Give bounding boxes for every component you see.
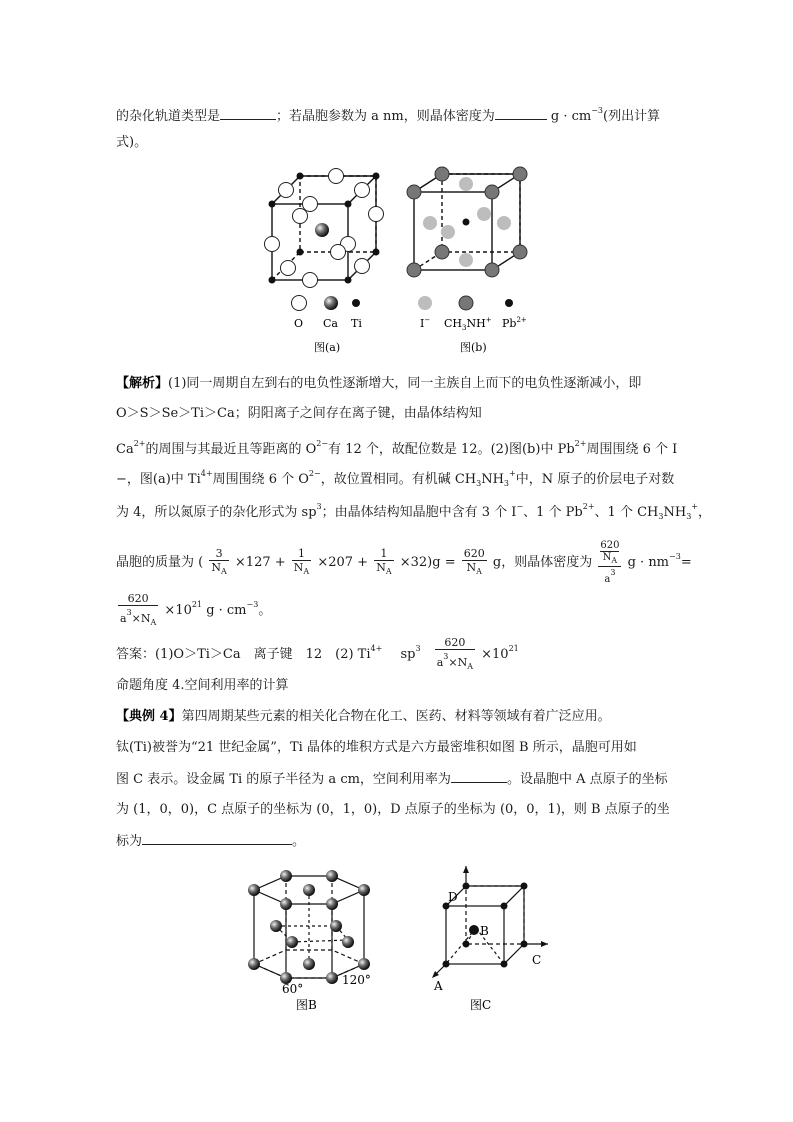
ca-atom — [315, 223, 329, 237]
legend-pb-icon — [505, 299, 513, 307]
compound-fraction — [598, 540, 621, 585]
question-text: (列出计算 — [603, 109, 661, 124]
analysis-line-3 — [116, 434, 677, 460]
fraction — [462, 547, 487, 578]
analysis-text: 为 4，所以氮原子的杂化形式为 sp — [116, 505, 317, 520]
analysis-line-7 — [116, 590, 271, 629]
analysis-text: ×32)g = — [399, 555, 456, 570]
analysis-text: NH — [481, 472, 504, 487]
example-text: 。设晶胞中 A 点原子的坐标 — [506, 772, 668, 787]
analysis-text: 、1 个 CH — [594, 505, 659, 520]
atom-C — [521, 941, 528, 948]
subscript: 3 — [658, 512, 664, 521]
analysis-text: (1)同一周期自左到右的电负性逐渐增大，同一主族自上而下的电负性逐渐减小，即 — [168, 376, 642, 391]
analysis-text: NH — [663, 505, 687, 520]
atom — [463, 941, 470, 948]
charge: 2− — [308, 469, 321, 478]
legend-pb-label: $Pb^{2+}$ — [502, 316, 527, 330]
legend-o-label: O — [294, 317, 304, 330]
ti-atom — [297, 249, 304, 256]
ti-atom — [342, 936, 354, 948]
charge: 2− — [316, 439, 329, 448]
legend-ti-icon — [352, 299, 360, 307]
ti-atom — [326, 898, 338, 910]
ti-atom — [358, 884, 370, 896]
legend-i-label: I− — [420, 316, 431, 330]
ti-atom — [297, 173, 304, 180]
charge: 2+ — [133, 439, 146, 448]
i-ion — [441, 225, 455, 239]
legend-i-icon — [418, 296, 432, 310]
o-atom — [355, 259, 370, 274]
analysis-line-6 — [116, 540, 692, 585]
analysis-label: 【解析】 — [116, 376, 169, 391]
legend-ch3nh3-icon — [459, 296, 473, 310]
atom — [463, 883, 470, 890]
charge: − — [516, 502, 524, 511]
o-atom — [303, 197, 318, 212]
analysis-line-2: O＞S＞Se＞Ti＞Ca；阴阳离子之间存在离子键，由晶体结构知 — [116, 406, 482, 421]
o-atom — [355, 183, 370, 198]
figure-a-perovskite — [258, 162, 398, 357]
example4-line-3 — [116, 769, 668, 790]
question-line-2: 式)。 — [116, 135, 148, 150]
answer-blank — [495, 106, 547, 120]
numerator: 1 — [374, 547, 393, 561]
charge: + — [509, 469, 516, 478]
ti-atom — [280, 870, 292, 882]
ch3nh3-ion — [485, 263, 499, 277]
legend-ti-label: Ti — [351, 317, 362, 330]
ti-atom — [286, 936, 298, 948]
analysis-line-1 — [116, 374, 641, 394]
charge: 4+ — [200, 469, 213, 478]
o-atom — [331, 245, 346, 260]
figure-b-caption: 图(b) — [460, 341, 487, 354]
answer-blank — [142, 831, 292, 845]
answer-text: ×10 — [481, 647, 509, 662]
analysis-text: ， — [697, 505, 711, 520]
denominator: $a^3$ — [604, 568, 616, 585]
label-D: D — [448, 890, 458, 904]
analysis-line-5 — [116, 497, 711, 527]
numerator: 1 — [292, 547, 311, 561]
figure-C-cell — [426, 866, 556, 1016]
figure-a-caption: 图(a) — [314, 341, 341, 354]
denominator: $N_A$ — [211, 561, 227, 576]
denominator: $a^3\times N_A$ — [436, 652, 473, 671]
answer-blank — [451, 769, 507, 783]
atom-B — [469, 925, 479, 935]
analysis-text: ，故位置相同。有机碱 CH — [320, 472, 477, 487]
exponent: −3 — [591, 106, 603, 115]
charge: 2+ — [582, 502, 595, 511]
example-text: 图 C 表示。设金属 Ti 的原子半径为 a cm，空间利用率为 — [116, 772, 451, 787]
unit-text: g · cm — [550, 109, 592, 124]
ti-atom — [269, 201, 276, 208]
ch3nh3-ion — [407, 185, 421, 199]
question-line-1 — [116, 101, 660, 127]
denominator: $N_A$ — [293, 561, 310, 576]
ti-atom — [248, 884, 260, 896]
analysis-text: g，则晶体密度为 — [492, 555, 593, 570]
o-atom — [329, 169, 344, 184]
ch3nh3-ion — [407, 263, 421, 277]
angle-label: 60° — [282, 982, 304, 996]
ti-atom — [345, 277, 352, 284]
analysis-text: ，图(a)中 Ti — [126, 472, 201, 487]
analysis-text: 。 — [258, 603, 272, 618]
ti-atom — [248, 958, 260, 970]
analysis-text: 的周围与其最近且等距离的 O — [145, 442, 317, 457]
label-A: A — [434, 979, 443, 993]
analysis-line-4 — [116, 464, 674, 494]
analysis-text: 晶胞的质量为 ( — [116, 555, 204, 570]
ti-atom — [330, 920, 342, 932]
analysis-text: 中，N 原子的价层电子对数 — [515, 472, 675, 487]
numerator: 620 — [463, 547, 485, 560]
o-atom — [281, 261, 296, 276]
subscript: 3 — [476, 479, 482, 488]
analysis-text: ×207 + — [317, 555, 369, 570]
ti-atom — [345, 201, 352, 208]
analysis-text: − — [116, 472, 127, 487]
analysis-text: 周围围绕 6 个 I — [586, 442, 678, 457]
ch3nh3-ion — [513, 167, 527, 181]
ti-atom — [373, 249, 380, 256]
answer-blank — [220, 106, 276, 120]
question-text: 的杂化轨道类型是 — [116, 109, 221, 124]
i-ion — [477, 207, 491, 221]
answer-text: sp — [400, 647, 416, 662]
subscript: 3 — [503, 479, 510, 488]
ti-atom — [303, 884, 315, 896]
analysis-text: 、1 个 Pb — [523, 505, 583, 520]
o-atom — [279, 183, 294, 198]
angle-label: 120° — [342, 973, 371, 987]
numerator: 620 — [435, 636, 475, 650]
ti-atom — [269, 277, 276, 284]
fraction — [292, 547, 311, 578]
answer-text: 答案：(1)O＞Ti＞Ca 离子键 12 (2) Ti — [116, 647, 371, 662]
legend-ca-label: Ca — [323, 317, 338, 330]
ch3nh3-ion — [435, 245, 449, 259]
unit-text: g · nm — [627, 555, 670, 570]
fraction — [435, 636, 475, 673]
denominator: $N_A$ — [466, 561, 482, 576]
exponent: −3 — [246, 600, 259, 609]
charge: 4+ — [370, 644, 383, 653]
o-atom — [265, 237, 280, 252]
label-B: B — [480, 924, 489, 938]
analysis-text: 有 12 个，故配位数是 12。(2)图(b)中 Pb — [328, 442, 575, 457]
example4-line-2: 钛(Ti)被誉为“21 世纪金属”，Ti 晶体的堆积方式是六方最密堆积如图 B 所示，晶胞可用如 — [116, 740, 637, 755]
numerator: 620 — [118, 592, 158, 606]
answer-line — [116, 634, 519, 673]
analysis-text: ×10 — [164, 603, 192, 618]
denominator: $a^3\times N_A$ — [120, 608, 157, 627]
o-atom — [293, 209, 308, 224]
i-ion — [459, 177, 473, 191]
exponent: 21 — [191, 600, 203, 609]
exponent: 3 — [316, 502, 322, 511]
example-text: 标为 — [116, 834, 143, 849]
analysis-text: ×127 + — [234, 555, 286, 570]
analysis-text: ；由晶体结构知晶胞中含有 3 个 I — [321, 505, 517, 520]
analysis-text: 周围围绕 6 个 O — [212, 472, 309, 487]
ti-atom — [326, 870, 338, 882]
ti-atom — [303, 958, 315, 970]
analysis-text: Ca — [116, 442, 134, 457]
ch3nh3-ion — [435, 167, 449, 181]
legend-ch3nh3-label: $CH_3NH^+$ — [444, 316, 492, 332]
i-ion — [497, 216, 511, 230]
fraction — [374, 547, 393, 578]
ti-atom — [358, 958, 370, 970]
exponent: 3 — [415, 644, 421, 653]
charge: 2+ — [574, 439, 587, 448]
figure-B-hcp — [236, 866, 384, 1016]
subscript: 3 — [686, 512, 692, 521]
ti-atom — [326, 972, 338, 984]
i-ion — [459, 253, 473, 267]
question-text: ；若晶胞参数为 a nm，则晶体密度为 — [276, 109, 495, 124]
exponent: −3 — [669, 552, 681, 561]
analysis-text: = — [680, 555, 692, 570]
example-label: 【典例 4】 — [116, 709, 182, 724]
figure-B-caption: 图B — [296, 998, 317, 1012]
ti-atom — [270, 920, 282, 932]
ch3nh3-ion — [513, 245, 527, 259]
numerator: 3 — [209, 547, 228, 561]
charge: + — [691, 502, 698, 511]
i-ion — [423, 216, 437, 230]
atom — [521, 883, 528, 890]
pb-ion — [463, 219, 470, 226]
example-text: 第四周期某些元素的相关化合物在化工、医药、材料等领域有着广泛应用。 — [181, 709, 611, 724]
section-heading: 命题角度 4.空间利用率的计算 — [116, 678, 289, 693]
o-atom — [303, 273, 318, 288]
exponent: 21 — [508, 644, 519, 653]
atom — [501, 961, 508, 968]
fraction — [118, 592, 158, 629]
example-text: 。 — [292, 834, 306, 849]
unit-text: g · cm — [206, 603, 247, 618]
label-C: C — [532, 953, 542, 967]
figure-b-perovskite — [402, 162, 542, 357]
atom-A — [443, 961, 450, 968]
example4-line-5 — [116, 831, 305, 852]
figure-C-caption: 图C — [470, 998, 492, 1012]
legend-o-icon — [292, 296, 307, 311]
example4-line-4: 为 (1，0，0)，C 点原子的坐标为 (0，1，0)，D 点原子的坐标为 (0，0，1)，则 B 点原子的坐 — [116, 802, 670, 817]
fraction — [209, 547, 228, 578]
example4-line-1 — [116, 707, 611, 727]
numerator: 620 $N_A$ — [600, 540, 620, 565]
ch3nh3-ion — [485, 185, 499, 199]
atom — [501, 903, 508, 910]
ti-atom — [373, 173, 380, 180]
denominator: $N_A$ — [376, 561, 392, 576]
ti-atom — [280, 898, 292, 910]
o-atom — [369, 207, 384, 222]
legend-ca-icon — [324, 296, 338, 310]
